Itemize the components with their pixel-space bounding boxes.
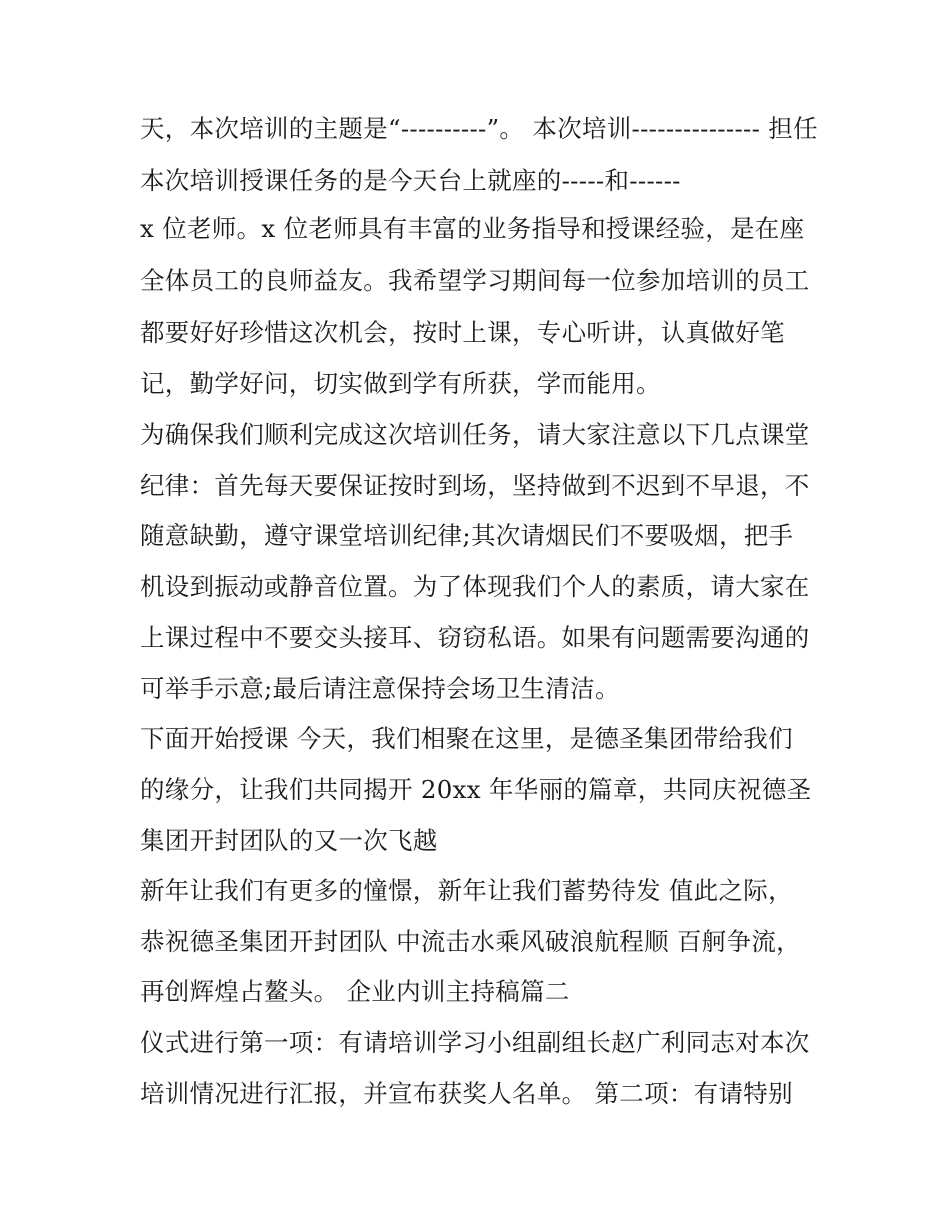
text-line: 机设到振动或静音位置。为了体现我们个人的素质，请大家在 (140, 572, 810, 601)
text-line: 仪式进行第一项：有请培训学习小组副组长赵广利同志对本次 (140, 1028, 810, 1057)
text-line: 纪律：首先每天要保证按时到场，坚持做到不迟到不早退，不 (140, 471, 810, 500)
text-line: 随意缺勤，遵守课堂培训纪律;其次请烟民们不要吸烟，把手 (140, 521, 794, 550)
text-line: 恭祝德圣集团开封团队 中流击水乘风破浪航程顺 百舸争流， (140, 927, 801, 956)
text-line: 记，勤学好问，切实做到学有所获，学而能用。 (140, 369, 661, 398)
text-line: x 位老师。x 位老师具有丰富的业务指导和授课经验，是在座 (140, 214, 805, 243)
text-line: 集团开封团队的又一次飞越 (140, 826, 438, 855)
text-line: 再创辉煌占鳌头。 企业内训主持稿篇二 (140, 977, 570, 1006)
text-line: 全体员工的良师益友。我希望学习期间每一位参加培训的员工 (140, 266, 810, 295)
text-line: 培训情况进行汇报，并宣布获奖人名单。 第二项：有请特别 (140, 1079, 793, 1108)
text-line: 都要好好珍惜这次机会，按时上课，专心听讲，认真做好笔 (140, 318, 785, 347)
text-line: 的缘分，让我们共同揭开 20xx 年华丽的篇章，共同庆祝德圣 (140, 775, 812, 804)
text-line: 可举手示意;最后请注意保持会场卫生清洁。 (140, 674, 620, 703)
text-line: 本次培训授课任务的是今天台上就座的-----和------ (140, 166, 681, 195)
text-line: 下面开始授课 今天，我们相聚在这里，是德圣集团带给我们 (140, 724, 793, 753)
text-line: 新年让我们有更多的憧憬，新年让我们蓄势待发 值此之际， (140, 876, 793, 905)
text-line: 为确保我们顺利完成这次培训任务，请大家注意以下几点课堂 (140, 420, 810, 449)
text-line: 上课过程中不要交头接耳、窃窃私语。如果有问题需要沟通的 (140, 623, 810, 652)
text-line: 天，本次培训的主题是“----------”。 本次培训--------------- 担任 (140, 114, 818, 143)
